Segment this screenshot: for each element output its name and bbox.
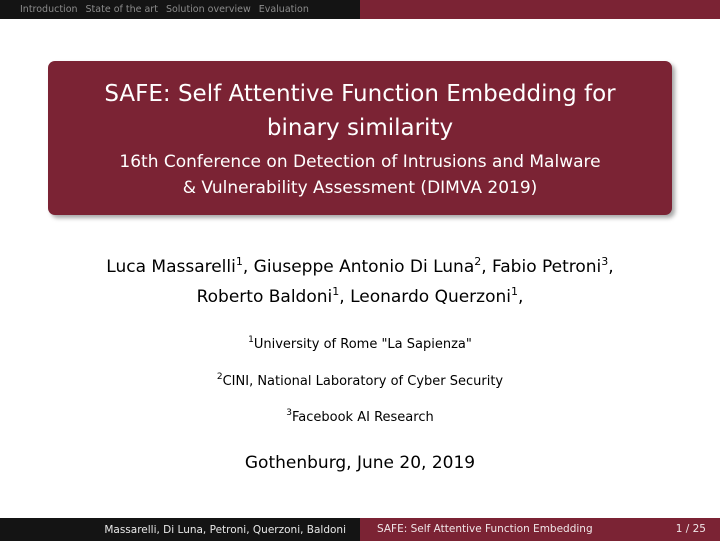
affiliation-mark: 2 [474,255,482,268]
presentation-title: SAFE: Self Attentive Function Embedding for binary similarity [104,81,616,141]
author-name: Luca Massarelli [106,257,236,277]
footer-authors: Massarelli, Di Luna, Petroni, Querzoni, Baldoni [104,523,346,536]
place-and-date: Gothenburg, June 20, 2019 [244,453,476,473]
affiliation-mark: 1 [332,285,340,298]
nav-section-evaluation[interactable]: Evaluation [258,4,309,15]
affiliation-mark: 2 [216,372,223,382]
section-list [0,0,360,19]
author-name: Fabio Petroni [492,257,602,277]
affiliation-line [0,410,720,425]
title-box [48,61,672,215]
footer-short-title: SAFE: Self Attentive Function Embedding [377,523,593,535]
affiliation-line [0,337,720,352]
affiliation-mark: 3 [601,255,609,268]
affiliation-text: University of Rome "La Sapienza" [253,337,472,352]
footer-title-panel [360,518,720,541]
nav-section-introduction[interactable]: Introduction [20,4,78,15]
footer-authors-panel [0,518,360,541]
nav-section-state-of-the-art[interactable]: State of the art [85,4,158,15]
affiliation-mark: 1 [248,335,254,345]
affiliation-text: CINI, National Laboratory of Cyber Security [222,374,504,389]
author-name: Leonardo Querzoni [350,287,511,307]
nav-section-solution-overview[interactable]: Solution overview [165,4,251,15]
affiliation-mark: 1 [235,255,243,268]
page-number: 1 / 25 [675,523,706,535]
affiliation-line [0,374,720,389]
affiliation-text: Facebook AI Research [292,410,434,425]
section-navigation-bar [0,0,720,19]
affiliation-mark: 1 [511,285,518,298]
author-name: Roberto Baldoni [196,287,333,307]
affiliation-mark: 3 [286,408,292,418]
author-list: Luca Massarelli$^1$, Giuseppe Antonio Di Luna$^2$, Fabio Petroni$^3$, Roberto Baldoni$^1$, Leonardo Querzoni$^1$, [106,255,614,307]
author-name: Giuseppe Antonio Di Luna [253,257,475,277]
footer-bar [0,518,720,541]
nav-accent-bar [360,0,720,19]
presentation-subtitle: 16th Conference on Detection of Intrusions and Malware & Vulnerability Assessment (DIMVA 2019) [119,152,601,198]
